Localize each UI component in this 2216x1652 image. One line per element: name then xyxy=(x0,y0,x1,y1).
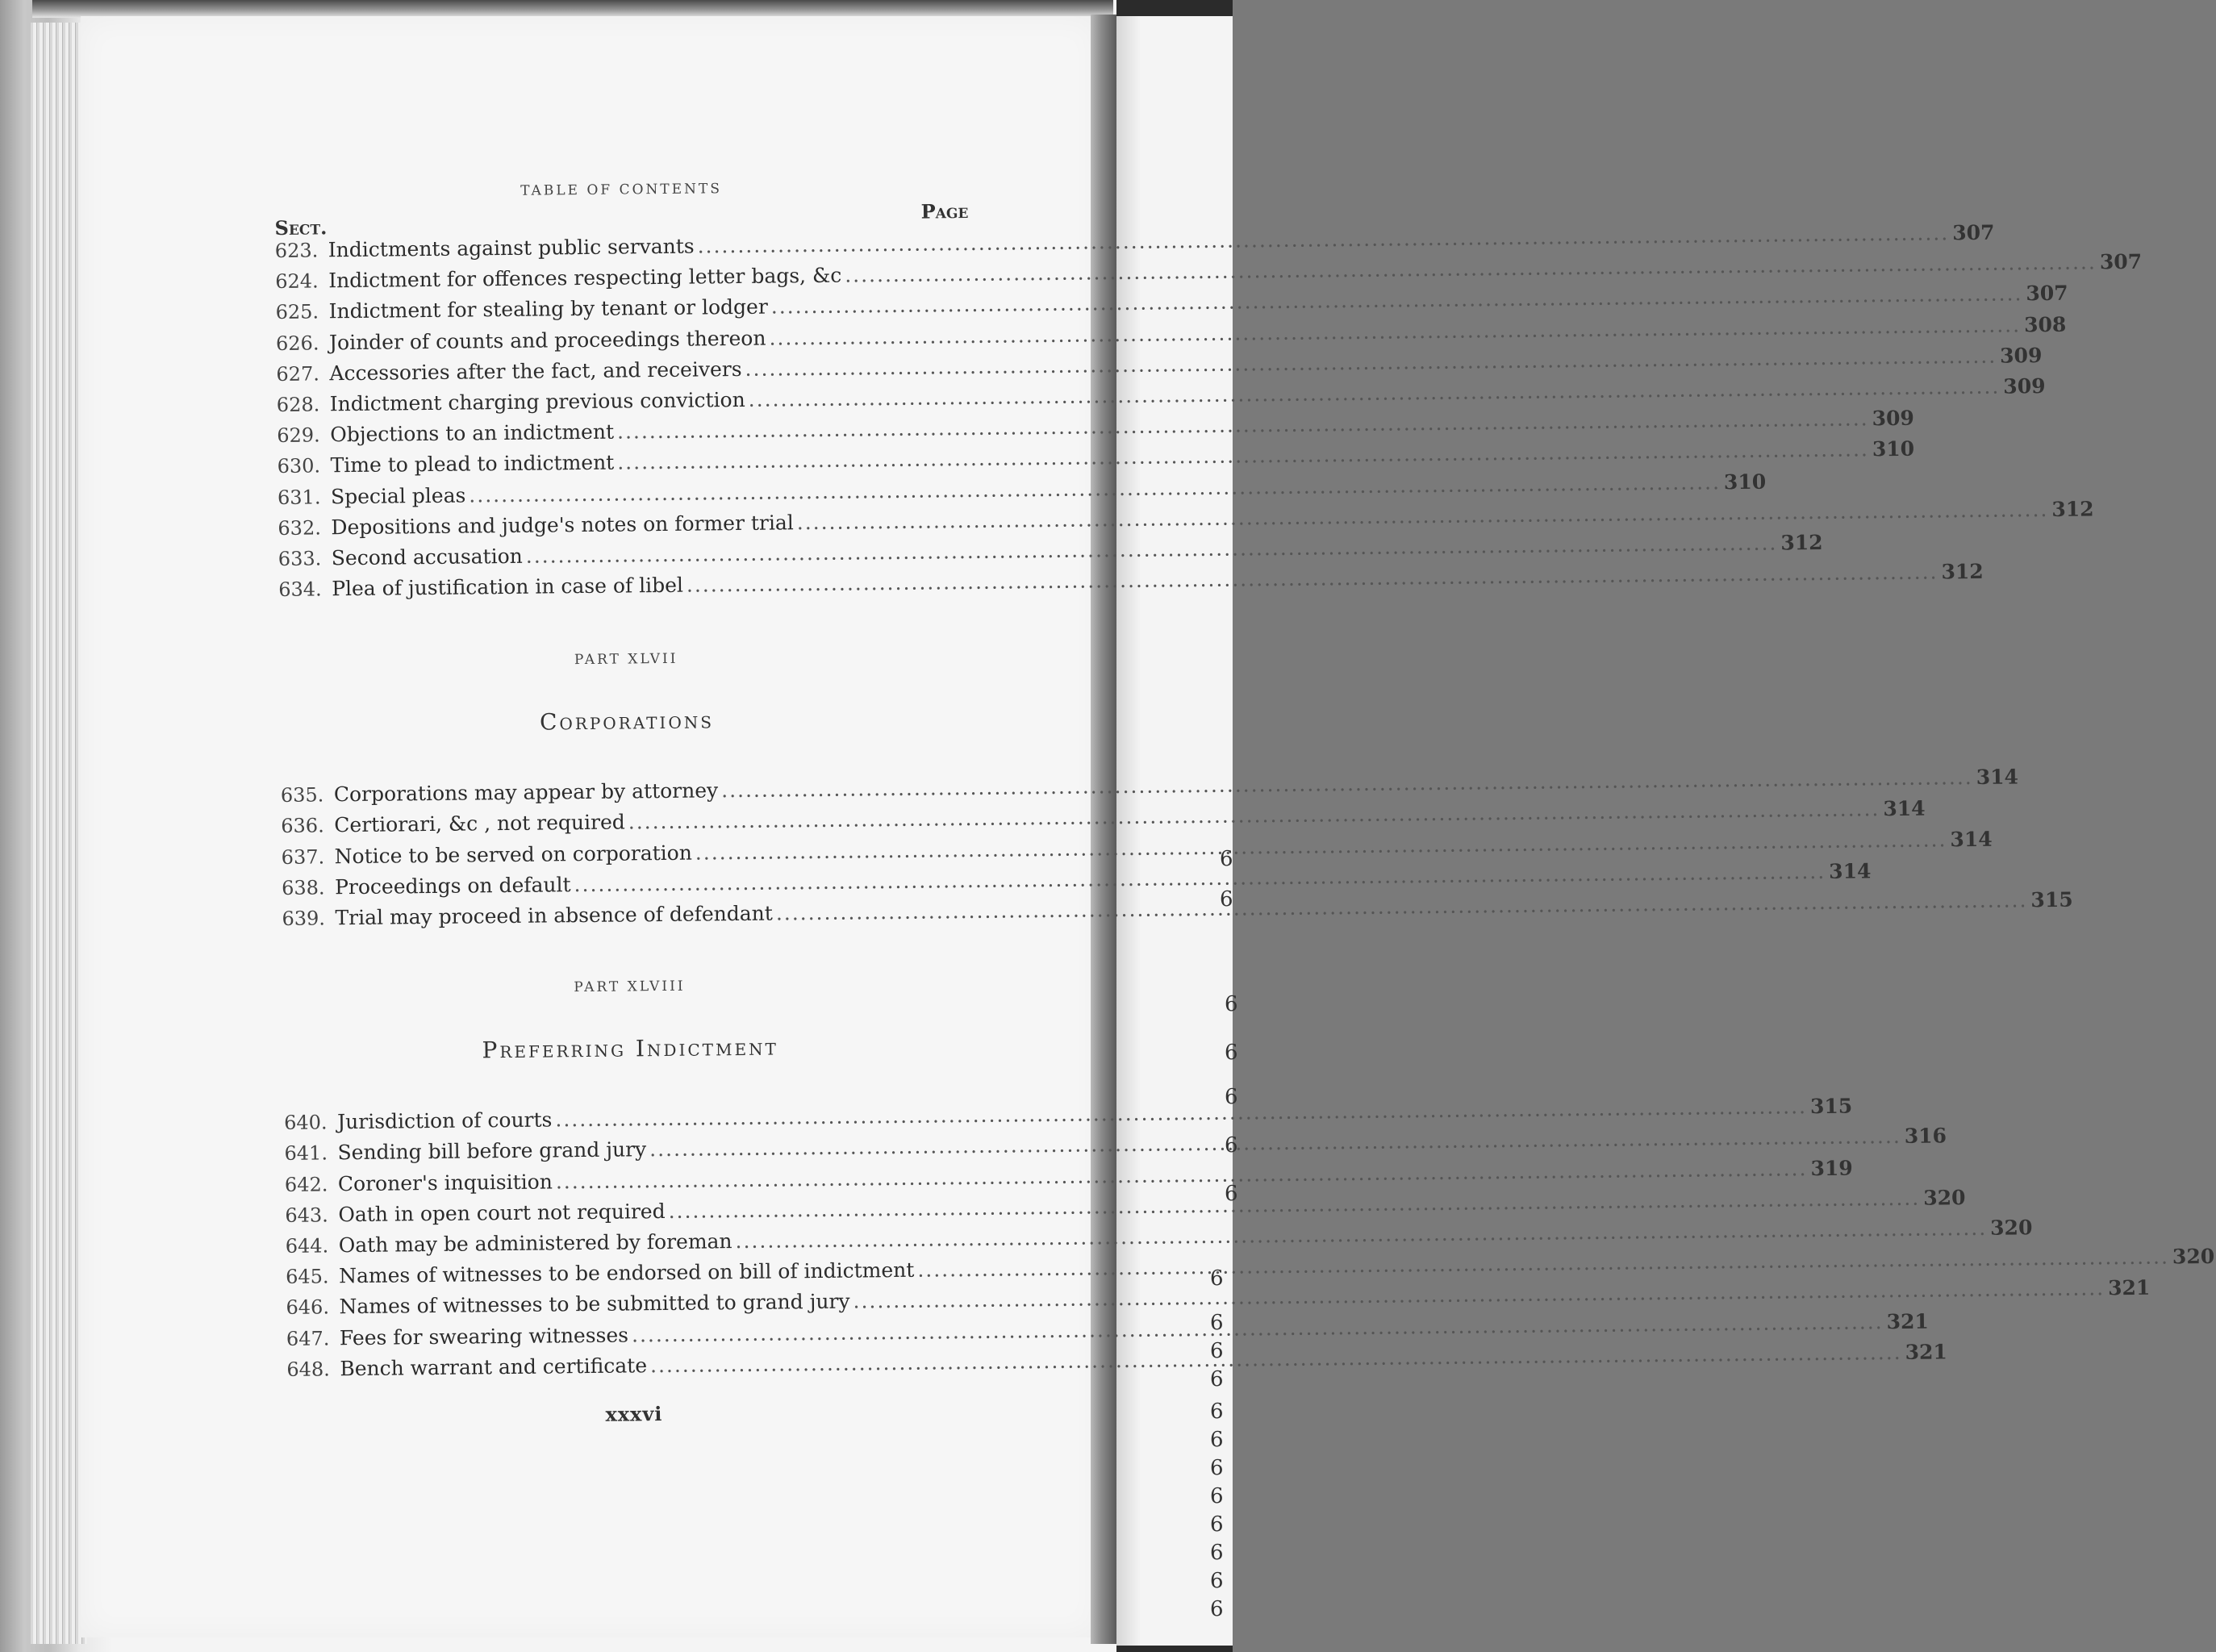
part-title: Corporations xyxy=(539,707,715,736)
section-number: 644. xyxy=(285,1234,329,1258)
entry-title: Special pleas xyxy=(330,483,466,508)
part-entries xyxy=(280,765,2073,937)
section-number: 642. xyxy=(284,1172,328,1196)
section-number: 624. xyxy=(275,269,319,294)
section-number: 648. xyxy=(286,1358,330,1381)
facing-page-fragment: 6 xyxy=(1210,1484,1224,1508)
running-head: TABLE OF CONTENTS xyxy=(520,181,723,199)
page-stack-edges xyxy=(31,23,87,1644)
facing-page-fragment: 6 xyxy=(1210,1311,1224,1335)
section-number: 641. xyxy=(284,1141,328,1166)
section-number: 627. xyxy=(276,362,320,386)
entry-title: Objections to an indictment xyxy=(330,419,615,447)
section-number: 640. xyxy=(284,1111,328,1135)
facing-page-fragment: 6 xyxy=(1210,1541,1224,1565)
facing-page-fragment: 6 xyxy=(1210,1266,1224,1291)
entry-title: Accessories after the fact, and receivers xyxy=(329,357,742,386)
section-number: 635. xyxy=(280,783,324,807)
entry-title: Depositions and judge's notes on former trial xyxy=(331,510,794,539)
page-number: 308 xyxy=(2023,312,2067,336)
book-gutter xyxy=(1091,15,1116,1644)
facing-page-fragment: 6 xyxy=(1225,1041,1238,1065)
entry-title: Fees for swearing witnesses xyxy=(339,1322,629,1350)
page-number: 320 xyxy=(2172,1245,2215,1269)
part-label: PART XLVII xyxy=(574,651,678,669)
facing-page-fragment: 6 xyxy=(1210,1597,1224,1621)
facing-page-fragment: 6 xyxy=(1225,992,1238,1016)
sect-column-heading: Sect. xyxy=(274,215,328,240)
page-number: 310 xyxy=(1723,469,1767,494)
entry-title: Indictment for stealing by tenant or lodger xyxy=(328,294,768,323)
page-number: 314 xyxy=(1883,797,1926,821)
page-number: 312 xyxy=(1941,559,1984,584)
page-folio: xxxvi xyxy=(605,1401,663,1426)
entry-title: Names of witnesses to be endorsed on bill of indictment xyxy=(339,1258,915,1288)
section-number: 645. xyxy=(286,1265,329,1289)
page-number: 314 xyxy=(1829,859,1872,883)
section-number: 646. xyxy=(286,1295,330,1320)
page-number: 321 xyxy=(1886,1309,1929,1333)
page-number: 312 xyxy=(1780,530,1823,555)
section-number: 639. xyxy=(282,907,326,930)
page-number: 307 xyxy=(2099,249,2143,274)
facing-page-fragment: 6 xyxy=(1220,847,1233,871)
entry-title: Jurisdiction of courts xyxy=(337,1108,553,1134)
page-number: 309 xyxy=(1872,406,1914,431)
entry-title: Indictment charging previous conviction xyxy=(329,387,745,416)
page-number: 319 xyxy=(1810,1156,1853,1180)
section-number: 625. xyxy=(275,300,319,324)
section-number: 638. xyxy=(281,876,325,899)
page-number: 312 xyxy=(2051,497,2094,521)
entry-title: Plea of justification in case of libel xyxy=(332,573,684,601)
entry-title: Proceedings on default xyxy=(334,873,571,899)
facing-page-fragment: 6 xyxy=(1210,1339,1224,1363)
entry-title: Coroner's inquisition xyxy=(337,1170,553,1195)
facing-page-fragment: 6 xyxy=(1220,887,1233,912)
entry-title: Second accusation xyxy=(331,544,523,570)
page-number: 307 xyxy=(1952,220,1995,245)
section-number: 643. xyxy=(285,1204,328,1227)
section-number: 636. xyxy=(281,814,324,838)
entry-title: Oath in open court not required xyxy=(338,1199,666,1226)
page-number: 320 xyxy=(1923,1185,1966,1210)
page-number: 316 xyxy=(1904,1124,1947,1149)
facing-page-fragment: 6 xyxy=(1210,1400,1224,1424)
facing-page-fragment: 6 xyxy=(1210,1456,1224,1480)
entry-title: Oath may be administered by foreman xyxy=(338,1229,732,1258)
entry-title: Certiorari, &c , not required xyxy=(334,810,625,837)
section-number: 634. xyxy=(278,578,322,602)
page-top-edge xyxy=(32,0,1113,18)
entry-title: Bench warrant and certificate xyxy=(340,1353,648,1380)
facing-page-fragment: 6 xyxy=(1225,1182,1238,1206)
page-number: 314 xyxy=(1950,827,1993,851)
page-number: 321 xyxy=(1905,1340,1947,1364)
page-number: 315 xyxy=(2030,887,2073,912)
entry-title: Names of witnesses to be submitted to grand jury xyxy=(339,1289,850,1319)
section-number: 631. xyxy=(277,485,321,509)
page-number: 310 xyxy=(1872,437,1915,461)
entry-title: Joinder of counts and proceedings thereon xyxy=(328,326,766,354)
facing-page-fragment: 6 xyxy=(1210,1512,1224,1537)
page-number: 309 xyxy=(2003,373,2046,398)
facing-page-fragment: 6 xyxy=(1210,1367,1224,1391)
page-column-heading: Page xyxy=(920,198,969,223)
page-number: 314 xyxy=(1976,765,2019,790)
entry-title: Indictments against public servants xyxy=(328,234,695,262)
section-number: 628. xyxy=(276,393,320,416)
facing-page-fragment: 6 xyxy=(1225,1085,1238,1109)
page-number: 315 xyxy=(1809,1094,1853,1119)
toc-entry xyxy=(286,1340,1947,1388)
page-number: 309 xyxy=(2000,343,2043,368)
entry-title: Time to plead to indictment xyxy=(330,450,615,478)
section-number: 633. xyxy=(278,547,322,570)
section-number: 632. xyxy=(278,516,322,540)
part-entries xyxy=(284,1094,2215,1388)
section-number: 626. xyxy=(275,331,319,355)
facing-page-fragment: 6 xyxy=(1210,1569,1224,1593)
page-number: 321 xyxy=(2108,1276,2151,1300)
part-label: PART XLVIII xyxy=(574,978,686,996)
facing-page-fragment: 6 xyxy=(1225,1133,1238,1158)
entry-title: Sending bill before grand jury xyxy=(337,1137,647,1165)
section-number: 629. xyxy=(277,423,320,448)
entry-title: Notice to be served on corporation xyxy=(334,841,692,868)
entry-title: Corporations may appear by attorney xyxy=(333,778,719,807)
facing-page-fragment: 6 xyxy=(1210,1428,1224,1452)
section-number: 637. xyxy=(281,845,325,869)
part-title: Preferring Indictment xyxy=(482,1033,779,1064)
section-number: 630. xyxy=(277,454,321,478)
page-number: 320 xyxy=(1990,1216,2033,1240)
entry-title: Indictment for offences respecting letter bags, &c xyxy=(328,263,842,293)
page-number: 307 xyxy=(2026,282,2068,306)
entry-title: Trial may proceed in absence of defendant xyxy=(335,901,774,930)
section-number: 623. xyxy=(274,239,319,262)
table-of-contents xyxy=(274,178,2215,1429)
section-number: 647. xyxy=(286,1326,330,1350)
